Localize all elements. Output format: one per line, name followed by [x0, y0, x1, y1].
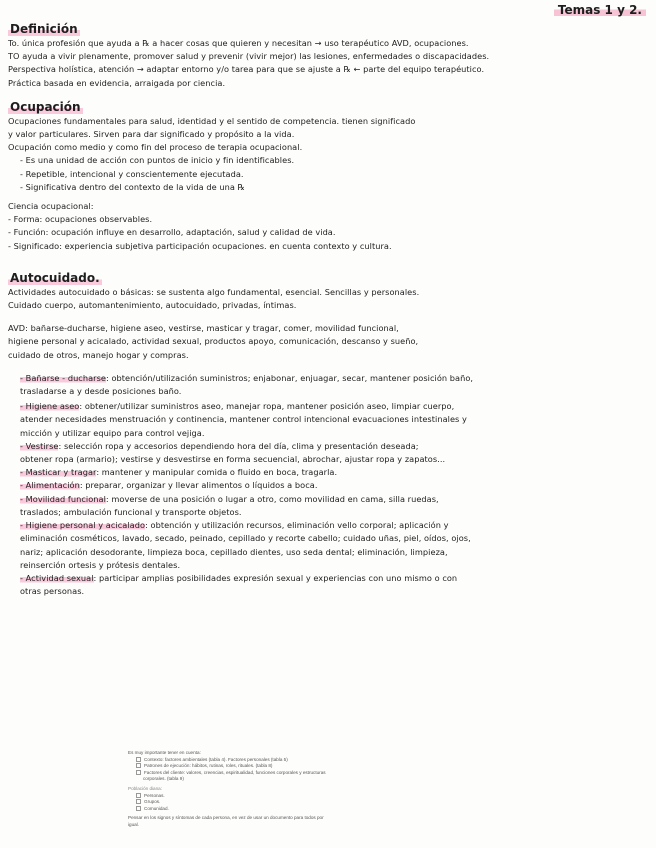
ciencia-ocupacional-title: Ciencia ocupacional:: [8, 201, 94, 212]
snippet-footer: igual.: [128, 821, 139, 827]
avd-line: higiene personal y acicalado, actividad sexual, productos apoyo, comunicación, descanso y sueño,: [8, 336, 419, 347]
avd-item-text: : obtención/utilización suministros; enjabonar, enjuagar, secar, mantener posición baño,: [106, 372, 474, 383]
snippet-target: [128, 793, 388, 800]
avd-item: [8, 493, 648, 506]
avd-item-cont: nariz; aplicación desodorante, limpieza boca, cepillado dientes, uso seda dental; eliminación, limpieza,: [20, 546, 448, 557]
avd-item-term: - Bañarse - ducharse: [20, 372, 106, 383]
avd-item-cont: otras personas.: [20, 586, 85, 597]
avd-item: [8, 572, 648, 585]
avd-item-text: : participar amplias posibilidades expresión sexual y experiencias con uno mismo o con: [93, 572, 458, 583]
ocupacion-line: y valor particulares. Sirven para dar significado y propósito a la vida.: [8, 129, 295, 140]
ocupacion-bullet: - Es una unidad de acción con puntos de inicio y fin identificables.: [20, 155, 295, 166]
snippet-item-text: Patrones de ejecución: hábitos, rutinas, roles, rituales. (tabla 8): [144, 763, 273, 769]
avd-item-text: : moverse de una posición o lugar a otro, como movilidad en cama, silla ruedas,: [105, 493, 439, 504]
snippet-target-text: Personas.: [144, 792, 165, 798]
ocupacion-line: Ocupación como medio y como fin del proceso de terapia ocupacional.: [8, 142, 303, 153]
snippet-target: [128, 806, 388, 813]
ciencia-line: - Función: ocupación influye en desarrollo, adaptación, salud y calidad de vida.: [8, 227, 336, 238]
heading-definicion: Definición: [10, 22, 78, 36]
avd-item-cont: eliminación cosméticos, lavado, secado, peinado, cepillado y recorte cabello; cuidado uñas, piel, oídos, ojos,: [20, 533, 471, 544]
checkbox-icon: [136, 763, 141, 768]
snippet-target-text: Comunidad.: [144, 805, 169, 811]
snippet-item: [128, 770, 388, 777]
snippet-item-text: Contexto: factores ambientales (tabla 4). Factores personales (tabla 5): [144, 756, 288, 762]
avd-item-cont: trasladarse a y desde posiciones baño.: [20, 386, 182, 397]
avd-item: [8, 440, 648, 453]
snippet-item: [128, 763, 388, 770]
checkbox-icon: [136, 793, 141, 798]
avd-item: [8, 372, 648, 385]
section-definicion: [8, 18, 648, 90]
avd-item-cont: obtener ropa (armario); vestirse y desvestirse en forma secuencial, abrochar, ajustar ropa y zapatos...: [20, 454, 446, 465]
heading-ocupacion: Ocupación: [10, 99, 81, 114]
heading-autocuidado: Autocuidado.: [10, 270, 100, 285]
ocupacion-bullet: - Repetible, intencional y conscientemente ejecutada.: [20, 168, 244, 179]
snippet-item-cont: corporales. (tabla 9): [143, 776, 184, 782]
section-ocupacion: [8, 96, 648, 253]
avd-item-term: - Actividad sexual: [20, 572, 94, 583]
snippet-heading: Es muy importante tener en cuenta:: [128, 750, 201, 755]
page-tag: Temas 1 y 2.: [554, 3, 646, 17]
autocuidado-intro-line: Cuidado cuerpo, automantenimiento, autocuidado, privadas, íntimas.: [8, 300, 297, 311]
avd-item-text: : selección ropa y accesorios dependiendo hora del día, clima y presentación deseada;: [58, 440, 419, 451]
definicion-line: Perspectiva holística, atención → adaptar entorno y/o tarea para que se ajuste a ℞ ← parte del equipo terapéutico.: [8, 64, 485, 75]
checkbox-icon: [136, 770, 141, 775]
snippet-item: [128, 757, 388, 764]
avd-item-text: : obtención y utilización recursos, eliminación vello corporal; aplicación y: [145, 520, 449, 531]
autocuidado-intro-line: Actividades autocuidado o básicas: se sustenta algo fundamental, esencial. Sencillas y personales.: [8, 286, 420, 297]
embedded-document-snippet: [128, 750, 388, 829]
checkbox-icon: [136, 799, 141, 804]
avd-item-text: : preparar, organizar y llevar alimentos o líquidos a boca.: [79, 480, 318, 491]
avd-item: [8, 479, 648, 492]
avd-item-text: : obtener/utilizar suministros aseo, manejar ropa, mantener posición aseo, limpiar cuerpo,: [79, 401, 455, 412]
avd-line: AVD: bañarse-ducharse, higiene aseo, vestirse, masticar y tragar, comer, movilidad funcional,: [8, 323, 399, 334]
section-autocuidado: [8, 267, 648, 598]
avd-item-term: - Masticar y tragar: [20, 467, 97, 478]
avd-item: [8, 466, 648, 479]
checkbox-icon: [136, 806, 141, 811]
snippet-item-text: Factores del cliente: valores, creencias, espiritualidad, funciones corporales y estructuras: [144, 769, 326, 775]
avd-item-list: [8, 372, 648, 598]
avd-item-cont: traslados; ambulación funcional y transporte objetos.: [20, 506, 242, 517]
avd-item-term: - Higiene aseo: [20, 401, 80, 412]
notes-content: [8, 18, 648, 598]
ocupacion-line: Ocupaciones fundamentales para salud, identidad y el sentido de competencia. tienen significado: [8, 115, 416, 126]
snippet-footer: Pensar en los signos y síntomas de cada persona, en vez de usar un documento para todos por: [128, 815, 324, 821]
definicion-line: To. única profesión que ayuda a ℞ a hacer cosas que quieren y necesitan → uso terapéutico AVD, ocupaciones.: [8, 38, 469, 48]
avd-item-cont: micción y utilizar equipo para control vejiga.: [20, 427, 205, 438]
definicion-line: TO ayuda a vivir plenamente, promover salud y prevenir (vivir mejor) las lesiones, enfermedades o discapacidades.: [8, 51, 490, 62]
snippet-target-text: Grupos.: [144, 799, 161, 805]
avd-item-term: - Vestirse: [20, 440, 59, 451]
avd-item-cont: atender necesidades menstruación y continencia, mantener control intencional evacuaciones intestinales y: [20, 414, 467, 425]
snippet-target: [128, 799, 388, 806]
avd-item-term: - Higiene personal y acicalado: [20, 520, 146, 531]
snippet-subheading: Población diana:: [128, 785, 162, 791]
definicion-line: Práctica basada en evidencia, arraigada por ciencia.: [8, 77, 226, 88]
avd-item-term: - Alimentación: [20, 480, 80, 491]
avd-item-cont: reinserción ortesis y prótesis dentales.: [20, 559, 181, 570]
avd-item-term: - Movilidad funcional: [20, 493, 106, 504]
avd-line: cuidado de otros, manejo hogar y compras.: [8, 349, 189, 360]
ciencia-line: - Forma: ocupaciones observables.: [8, 214, 153, 225]
ciencia-line: - Significado: experiencia subjetiva participación ocupaciones. en cuenta contexto y cultura.: [8, 240, 392, 251]
avd-item: [8, 519, 648, 532]
checkbox-icon: [136, 757, 141, 762]
avd-item: [8, 400, 648, 413]
avd-item-text: : mantener y manipular comida o fluido en boca, tragarla.: [96, 467, 338, 478]
ocupacion-bullet: - Significativa dentro del contexto de la vida de una ℞: [20, 181, 245, 192]
